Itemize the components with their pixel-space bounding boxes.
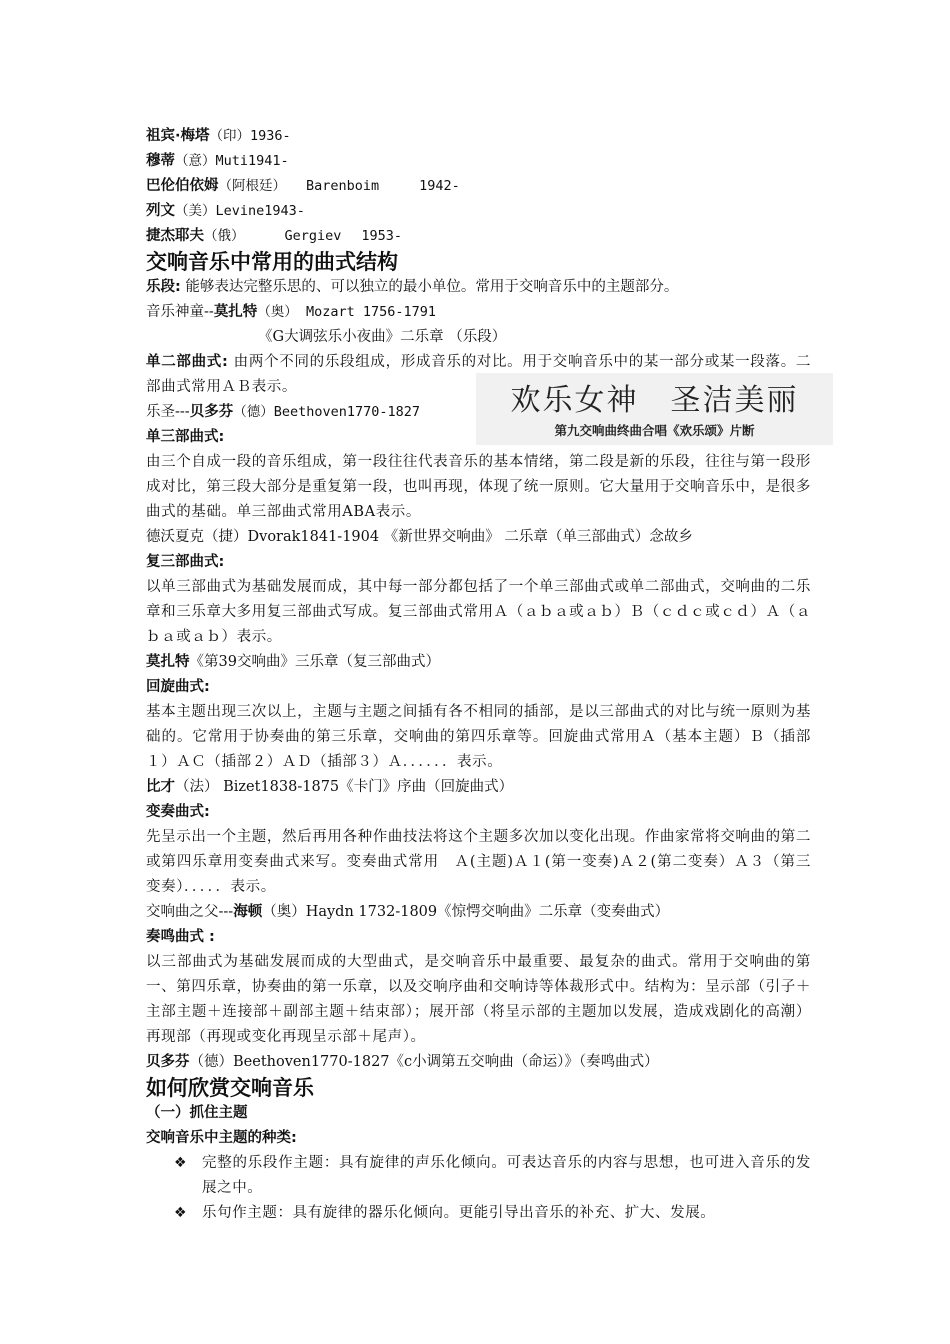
- composer-info: （法） Bizet1838-1875《卡门》序曲（回旋曲式）: [175, 779, 514, 795]
- composer-name: 莫扎特: [213, 304, 258, 320]
- list-item: [146, 1201, 811, 1226]
- kinds-heading: [146, 1126, 811, 1151]
- composer-info: 《第39交响曲》三乐章（复三部曲式）: [189, 654, 440, 670]
- composer-name: 莫扎特: [146, 654, 190, 670]
- composer-info: （奥） Mozart 1756-1791: [257, 304, 436, 320]
- composer-info: （德）Beethoven1770-1827《c小调第五交响曲（命运）》（奏鸣曲式）: [189, 1054, 659, 1070]
- example-line: [146, 900, 811, 925]
- term-description: 基本主题出现三次以上，主题与主题之间插有各不相同的插部，是以三部曲式的对比与统一原则为基础的。它常用于协奏曲的第三乐章，交响曲的第四乐章等。回旋曲式常用Ａ（基本主题）Ｂ（插部１）ＡＣ（插部２）ＡＤ（插部３）Ａ．．．．．．表示。: [146, 704, 811, 770]
- term-label: 乐段:: [146, 279, 181, 295]
- term-heading: [146, 675, 811, 700]
- banner-caption: 第九交响曲终曲合唱《欢乐颂》片断: [554, 423, 755, 438]
- conductor-line: [146, 224, 811, 249]
- subsection-label: （一）抓住主题: [146, 1105, 248, 1121]
- conductor-line: [146, 124, 811, 149]
- kinds-label: 交响音乐中主题的种类:: [146, 1130, 297, 1146]
- term-label: 复三部曲式:: [146, 554, 225, 570]
- conductor-info: （印）1936-: [209, 128, 291, 144]
- composer-info: （德）Beethoven1770-1827: [233, 404, 421, 420]
- conductor-latin: Gergiev: [284, 228, 342, 244]
- composer-name: 贝多芬: [189, 404, 234, 420]
- term-label: 回旋曲式:: [146, 679, 210, 695]
- conductor-name: 祖宾·梅塔: [146, 128, 210, 144]
- conductor-years: 1953-: [361, 228, 403, 244]
- conductor-info: （阿根廷）: [218, 178, 286, 194]
- conductor-name: 列文: [146, 203, 175, 219]
- example-line: [146, 300, 811, 325]
- example-line: [146, 650, 811, 675]
- composer-name: 海顿: [233, 904, 263, 920]
- term-heading: [146, 800, 811, 825]
- conductor-info: （美）Levine1943-: [175, 203, 305, 219]
- yueduan-definition: [146, 275, 811, 300]
- conductor-line: [146, 199, 811, 224]
- example-work: 《G大调弦乐小夜曲》二乐章 （乐段）: [258, 329, 507, 345]
- composer-name: 比才: [146, 779, 175, 795]
- example-line: 德沃夏克（捷）Dvorak1841-1904 《新世界交响曲》 二乐章（单三部曲式）念故乡: [146, 529, 693, 545]
- term-label: 奏鸣曲式 :: [146, 929, 215, 945]
- term-label: 单二部曲式:: [146, 354, 229, 370]
- list-item-text: 完整的乐段作主题：具有旋律的声乐化倾向。可表达音乐的内容与思想，也可进入音乐的发展之中。: [202, 1155, 811, 1196]
- term-label: 单三部曲式:: [146, 429, 225, 445]
- banner-title: 欢乐女神 圣洁美丽: [510, 383, 799, 418]
- section-title: 交响音乐中常用的曲式结构: [146, 250, 398, 274]
- list-item-text: 乐句作主题：具有旋律的器乐化倾向。更能引导出音乐的补充、扩大、发展。: [202, 1205, 716, 1221]
- conductor-years: 1942-: [419, 178, 460, 194]
- conductor-name: 捷杰耶夫: [146, 228, 204, 244]
- ode-to-joy-banner-image: [476, 373, 833, 445]
- term-description: 先呈示出一个主题，然后再用各种作曲技法将这个主题多次加以变化出现。作曲家常将交响曲的第二或第四乐章用变奏曲式来写。变奏曲式常用 Ａ(主题)Ａ１(第一变奏)Ａ２(第二变奏）Ａ３（第三变奏）．．．．．表示。: [146, 829, 811, 895]
- conductor-latin: Barenboim: [306, 178, 380, 194]
- composer-name: 贝多芬: [146, 1054, 190, 1070]
- term-description: 能够表达完整乐思的、可以独立的最小单位。常用于交响音乐中的主题部分。: [180, 279, 679, 295]
- document-page: [146, 124, 811, 1226]
- term-description: 以单三部曲式为基础发展而成，其中每一部分都包括了一个单三部曲式或单二部曲式，交响曲的二乐章和三乐章大多用复三部曲式写成。复三部曲式常用Ａ（ａｂａ或ａｂ）Ｂ（ｃｄｃ或ｃｄ）Ａ（ａｂａ或ａｂ）表示。: [146, 579, 811, 645]
- conductor-name: 穆蒂: [146, 153, 175, 169]
- term-description: 由两个不同的乐段组成，形成音乐的对比。用于交响音乐中的某一部分或某一段落。二部曲式常用ＡＢ表示。: [146, 354, 811, 395]
- example-prefix: 交响曲之父---: [146, 904, 234, 920]
- composer-info: （奥）Haydn 1732-1809《惊愕交响曲》二乐章（变奏曲式）: [262, 904, 670, 920]
- diamond-bullet-icon: ❖: [174, 1205, 188, 1221]
- section-title: 如何欣赏交响音乐: [146, 1076, 314, 1100]
- term-heading: [146, 925, 811, 950]
- term-description: 由三个自成一段的音乐组成，第一段往往代表音乐的基本情绪，第二段是新的乐段，往往与第一段形成对比，第三段大部分是重复第一段，也叫再现，体现了统一原则。它大量用于交响音乐中，是很多曲式的基础。单三部曲式常用ABA表示。: [146, 454, 811, 520]
- example-prefix: 乐圣---: [146, 404, 190, 420]
- list-item: [146, 1151, 811, 1201]
- term-label: 变奏曲式:: [146, 804, 210, 820]
- conductor-info: （俄）: [204, 228, 245, 244]
- example-line: [146, 775, 811, 800]
- term-description: 以三部曲式为基础发展而成的大型曲式，是交响音乐中最重要、最复杂的曲式。常用于交响曲的第一、第四乐章，协奏曲的第一乐章，以及交响序曲和交响诗等体裁形式中。结构为：呈示部（引子＋主部主题＋连接部＋副部主题＋结束部）；展开部（将呈示部的主题加以发展，造成戏剧化的高潮）再现部（再现或变化再现呈示部＋尾声）。: [146, 954, 811, 1045]
- conductor-info: （意）Muti1941-: [175, 153, 289, 169]
- subsection-title: [146, 1101, 811, 1126]
- term-heading: [146, 550, 811, 575]
- conductor-line: [146, 149, 811, 174]
- conductor-line: [146, 174, 811, 199]
- example-prefix: 音乐神童--: [146, 304, 214, 320]
- theme-kinds-list: [146, 1151, 811, 1226]
- diamond-bullet-icon: ❖: [174, 1155, 188, 1171]
- example-line: [146, 1050, 811, 1075]
- conductor-name: 巴伦伯依姆: [146, 178, 219, 194]
